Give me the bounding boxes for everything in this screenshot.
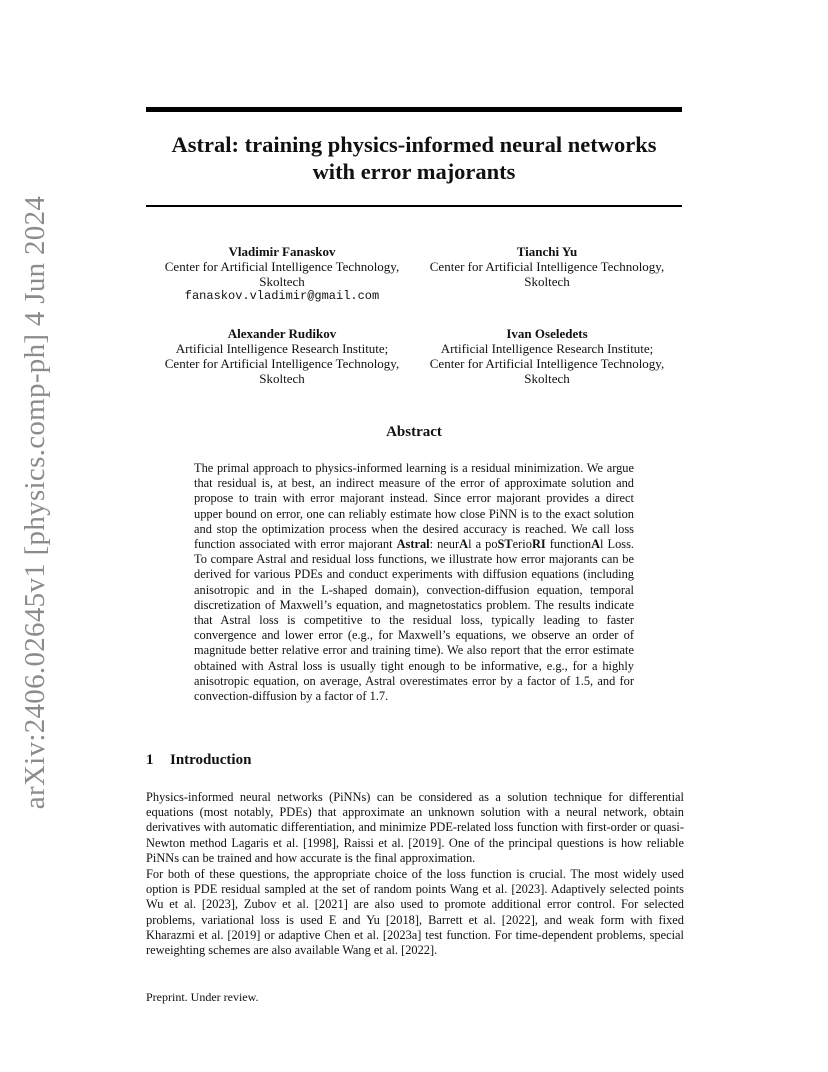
author-block-4	[412, 326, 682, 386]
arxiv-id: arXiv:2406.02645v1 [physics.comp-ph] 4 Jun 2024	[19, 195, 52, 810]
author-block-1	[147, 244, 417, 304]
author-affiliation: Center for Artificial Intelligence Technology,	[429, 259, 665, 274]
paragraph-1: Physics-informed neural networks (PiNNs) can be considered as a solution technique for differential equations (most notably, PDEs) that approximate an unknown solution with a neural network, obtain derivatives with automatic differentiation, and minimize PDE-related loss function with first-order or quasi-Newton method Lagaris et al. [1998], Raissi et al. [2019]. One of the principal questions is how reliable PiNNs can be trained and how accurate is the final approximation.	[146, 790, 684, 865]
section-heading-introduction	[146, 752, 251, 769]
title-line-1: Astral: training physics-informed neural networks	[171, 132, 657, 157]
author-affiliation: Center for Artificial Intelligence Technology,	[164, 259, 400, 274]
author-name: Ivan Oseledets	[506, 326, 588, 341]
title-line-2: with error majorants	[312, 159, 516, 184]
author-affiliation: Skoltech	[524, 371, 570, 386]
footer-note: Preprint. Under review.	[146, 990, 259, 1004]
arxiv-stamp	[14, 195, 58, 810]
abstract-heading: Abstract	[386, 424, 442, 440]
author-name: Tianchi Yu	[516, 244, 578, 259]
author-name: Vladimir Fanaskov	[228, 244, 336, 259]
author-affiliation: Center for Artificial Intelligence Technology,	[164, 356, 400, 371]
section-title: Introduction	[170, 752, 252, 768]
author-name: Alexander Rudikov	[227, 326, 337, 341]
author-affiliation: Artificial Intelligence Research Institute;	[175, 341, 389, 356]
author-block-3	[147, 326, 417, 386]
paper-title	[146, 131, 682, 185]
title-rule-top	[146, 107, 682, 112]
author-affiliation: Center for Artificial Intelligence Technology,	[429, 356, 665, 371]
author-affiliation: Skoltech	[259, 274, 305, 289]
author-affiliation: Artificial Intelligence Research Institute;	[440, 341, 654, 356]
author-affiliation: Skoltech	[524, 274, 570, 289]
author-block-2	[412, 244, 682, 289]
author-email[interactable]: fanaskov.vladimir@gmail.com	[184, 289, 380, 303]
abstract-text: The primal approach to physics-informed learning is a residual minimization. We argue that residual is, at best, an indirect measure of the error of approximate solution and propose to train with error majorant instead. Since error majorant provides a direct upper bound on error, one can reliably estimate how close PiNN is to the exact solution and stop the optimization process when the desired accuracy is reached. We call loss function associated with error majorant Astral: neurAl a poSTerioRI functionAl Loss. To compare Astral and residual loss functions, we illustrate how error majorants can be derived for various PDEs and conduct experiments with diffusion equations (including anisotropic and in the L-shaped domain), convection-diffusion equation, temporal discretization of Maxwell’s equation, and magnetostatics problem. The results indicate that Astral loss is competitive to the residual loss, typically leading to faster convergence and lower error (e.g., for Maxwell’s equations, we observe an order of magnitude better relative error and training time). We also report that the error estimate obtained with Astral loss is usually tight enough to be informative, e.g., for a highly anisotropic equation, on average, Astral overestimates error by a factor of 1.5, and for convection-diffusion by a factor of 1.7.	[194, 461, 635, 704]
section-number: 1	[146, 752, 154, 768]
title-rule-bottom	[146, 205, 682, 207]
author-affiliation: Skoltech	[259, 371, 305, 386]
paragraph-2: For both of these questions, the appropriate choice of the loss function is crucial. The most widely used option is PDE residual sampled at the set of random points Wang et al. [2023]. Adaptively selected points Wu et al. [2023], Zubov et al. [2021] are also used to promote additional error control. For selected problems, variational loss is used E and Yu [2018], Barrett et al. [2022], and weak form with fixed Kharazmi et al. [2019] or adaptive Chen et al. [2023a] test function. For time-dependent problems, special reweighting schemes are also available Wang et al. [2022].	[146, 867, 684, 958]
